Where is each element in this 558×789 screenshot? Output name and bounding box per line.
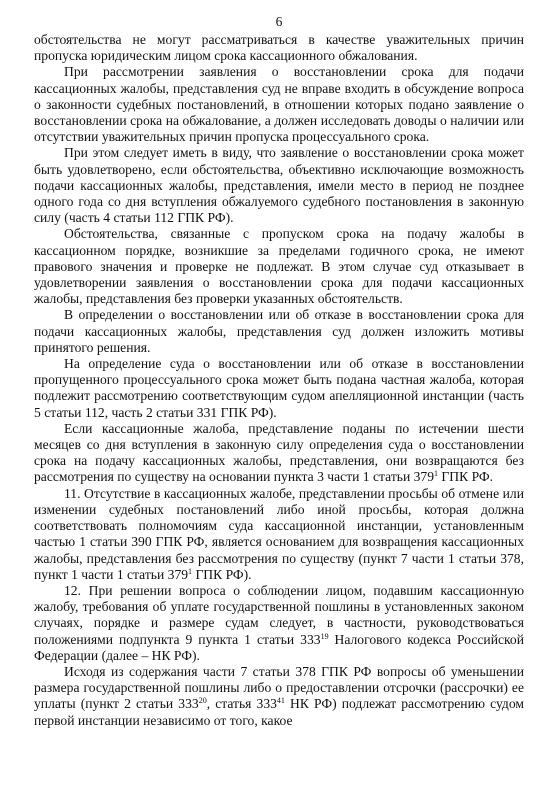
paragraph-10-superscript-a: 20 [198,696,207,706]
paragraph-8-text-a: 11. Отсутствие в кассационных жалобе, представлении просьбы об отмене или изменении судебных постановлений либо иной просьбы, которая должна соответствовать полномочиям суда кассационной инстанции, установленным частью 1 статьи 390 ГПК РФ, является основанием для возвращения кассационных жалобы, представления без рассмотрения по существу (пункт 7 части 1 статьи 378, пункт 1 части 1 статьи 379 [34,485,524,582]
paragraph-10-superscript-b: 41 [276,696,285,706]
paragraph-9-text-b: Налогового кодекса Российской Федерации (далее – НК РФ). [34,631,524,663]
paragraph-7-text-a: Если кассационные жалоба, представление поданы по истечении шести месяцев со дня вступления в законную силу определения суда о восстановлении срока на подачу кассационных жалобы, представления, они возвращаются без рассмотрения по существу на основании пункта 3 части 1 статьи 379 [34,420,524,485]
paragraph-1: обстоятельства не могут рассматриваться в качестве уважительных причин пропуска юридическим лицом срока кассационного обжалования. [34,32,524,64]
paragraph-8-text-b: ГПК РФ). [192,566,252,582]
page-number: 6 [275,14,283,29]
document-page [34,0,524,789]
paragraph-10-text-c: НК РФ) подлежат рассмотрению судом первой инстанции независимо от того, какое [34,696,524,728]
paragraph-2: При рассмотрении заявления о восстановлении срока для подачи кассационных жалобы, представления суд не вправе входить в обсуждение вопроса о законности судебных постановлений, в отношении которых подано заявление о восстановлении срока на обжалование, а должен исследовать доводы о наличии или отсутствии уважительных причин пропуска процессуального срока. [34,64,524,145]
paragraph-9-text-a: 12. При решении вопроса о соблюдении лицом, подавшим кассационную жалобу, требования об уплате государственной пошлины в установленных законом случаях, порядке и размере судам следует, в частности, руководствоваться положениями подпункта 9 пункта 1 статьи 333 [34,582,524,647]
paragraph-10-text-a: Исходя из содержания части 7 статьи 378 ГПК РФ вопросы об уменьшении размера государственной пошлины либо о предоставлении отсрочки (рассрочки) ее уплаты (пункт 2 статьи 333 [34,663,524,712]
paragraph-7-text-b: ГПК РФ. [438,469,494,485]
paragraph-7-superscript: 1 [434,469,439,479]
paragraph-9-superscript: 19 [320,631,329,641]
paragraph-3: При этом следует иметь в виду, что заявление о восстановлении срока может быть удовлетворено, если обстоятельства, объективно исключающие возможность подачи кассационных жалобы, представления, имели место в период не позднее одного года со дня вступления обжалуемого судебного постановления в законную силу (часть 4 статьи 112 ГПК РФ). [34,145,524,226]
paragraph-7 [34,421,524,486]
paragraph-6: На определение суда о восстановлении или об отказе в восстановлении пропущенного процессуального срока может быть подана частная жалоба, которая подлежит рассмотрению соответствующим судом апелляционной инстанции (часть 5 статьи 112, часть 2 статьи 331 ГПК РФ). [34,356,524,420]
paragraph-4: Обстоятельства, связанные с пропуском срока на подачу жалобы в кассационном порядке, возникшие за пределами годичного срока, не имеют правового значения и проверке не подлежат. В этом случае суд отказывает в удовлетворении заявления о восстановлении срока для подачи кассационных жалобы, представления без проверки указанных обстоятельств. [34,226,524,307]
paragraph-8-superscript: 1 [188,566,193,576]
paragraph-8 [34,486,524,583]
paragraph-5: В определении о восстановлении или об отказе в восстановлении срока для подачи кассационных жалобы, представления суд должен изложить мотивы принятого решения. [34,307,524,355]
paragraph-9 [34,583,524,664]
paragraph-10 [34,664,524,729]
paragraph-10-text-b: , статья 333 [206,696,277,712]
